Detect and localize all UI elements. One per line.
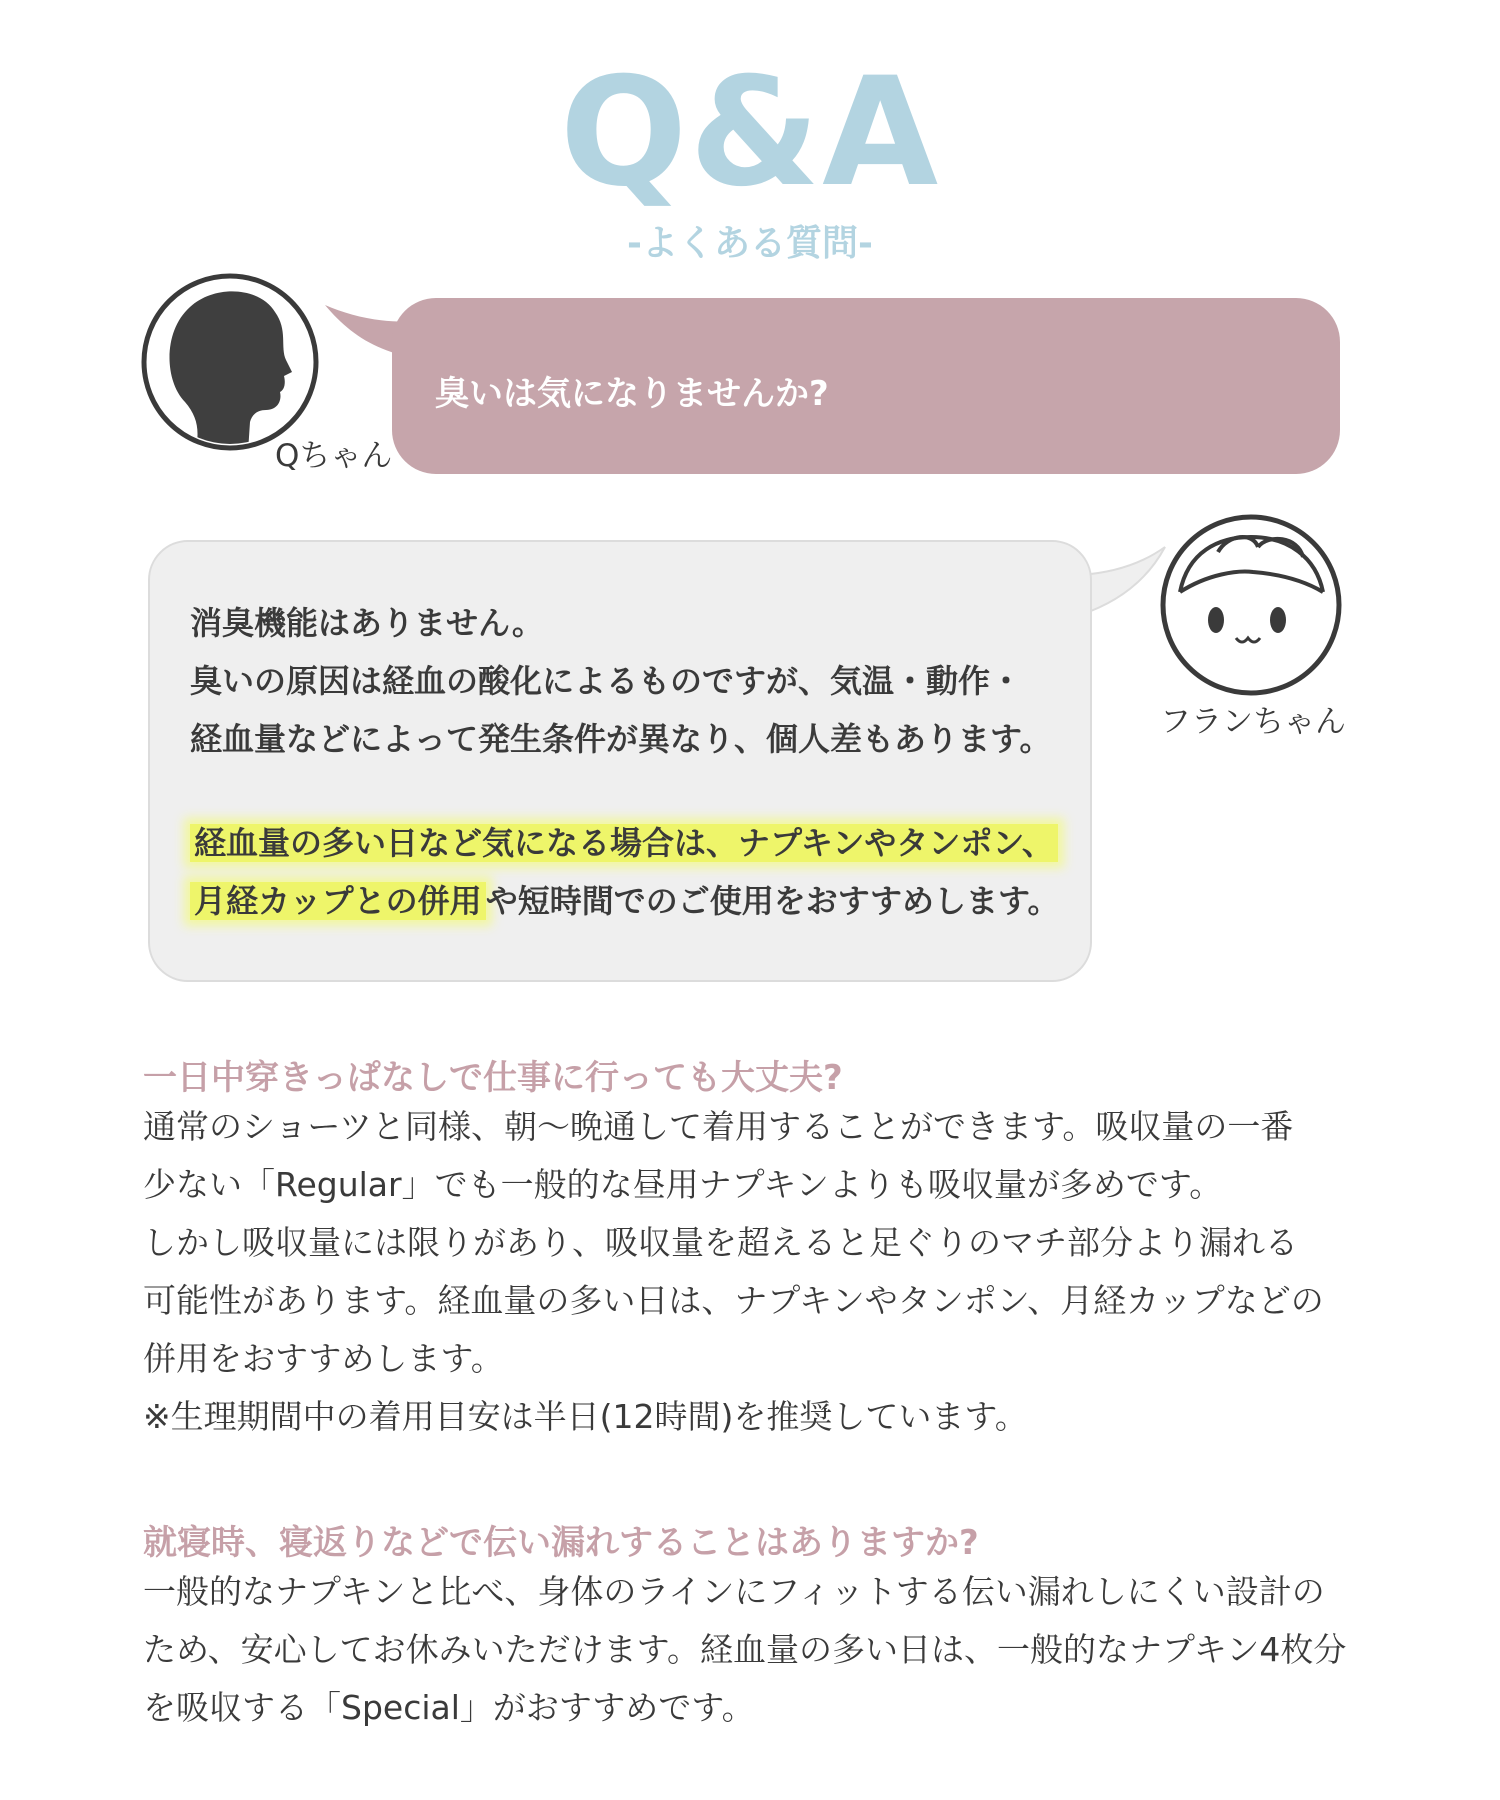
f-speaker-name: フランちゃん [1160,704,1346,740]
qa-logo: Q&A [559,46,941,220]
answer-line: 消臭機能はありません。 [190,604,544,642]
faq-answer-line: 併用をおすすめします。 [143,1339,504,1378]
faq-answer-line: を吸収する「Special」がおすすめです。 [143,1688,755,1727]
answer-text: や短時間でのご使用をおすすめします。 [485,882,1060,920]
question-text: 臭いは気になりませんか? [435,374,829,414]
fran-character-icon [1158,512,1344,698]
faq-answer-line: ため、安心してお休みいただけます。経血量の多い日は、一般的なナプキン4枚分 [143,1630,1347,1669]
answer-highlight-line [190,818,1058,864]
answer-bubble-tail [1080,545,1170,620]
faq-question: 就寝時、寝返りなどで伝い漏れすることはありますか? [143,1523,979,1563]
faq-answer-line: しかし吸収量には限りがあり、吸収量を超えると足ぐりのマチ部分より漏れる [143,1223,1298,1262]
page-subtitle: -よくある質問- [627,223,873,264]
q-speaker-name: Qちゃん [275,438,393,474]
woman-silhouette-icon [140,272,320,452]
answer-highlight-line [190,876,1059,922]
answer-line: 経血量などによって発生条件が異なり、個人差もあります。 [190,720,1052,758]
faq-answer-line: 可能性があります。経血量の多い日は、ナプキンやタンポン、月経カップなどの [143,1281,1324,1320]
highlight-text: 月経カップとの併用 [190,882,486,920]
highlight-text: 経血量の多い日など気になる場合は、ナプキンやタンポン、 [190,824,1058,862]
faq-answer-line: 通常のショーツと同様、朝〜晩通して着用することができます。吸収量の一番 [143,1107,1294,1146]
faq-answer-line: 少ない「Regular」でも一般的な昼用ナプキンよりも吸収量が多めです。 [143,1165,1223,1204]
faq-answer-line: 一般的なナプキンと比べ、身体のラインにフィットする伝い漏れしにくい設計の [143,1572,1325,1611]
faq-question: 一日中穿きっぱなしで仕事に行っても大丈夫? [143,1058,843,1098]
answer-line: 臭いの原因は経血の酸化によるものですが、気温・動作・ [190,662,1023,700]
faq-answer-line: ※生理期間中の着用目安は半日(12時間)を推奨しています。 [143,1397,1028,1436]
